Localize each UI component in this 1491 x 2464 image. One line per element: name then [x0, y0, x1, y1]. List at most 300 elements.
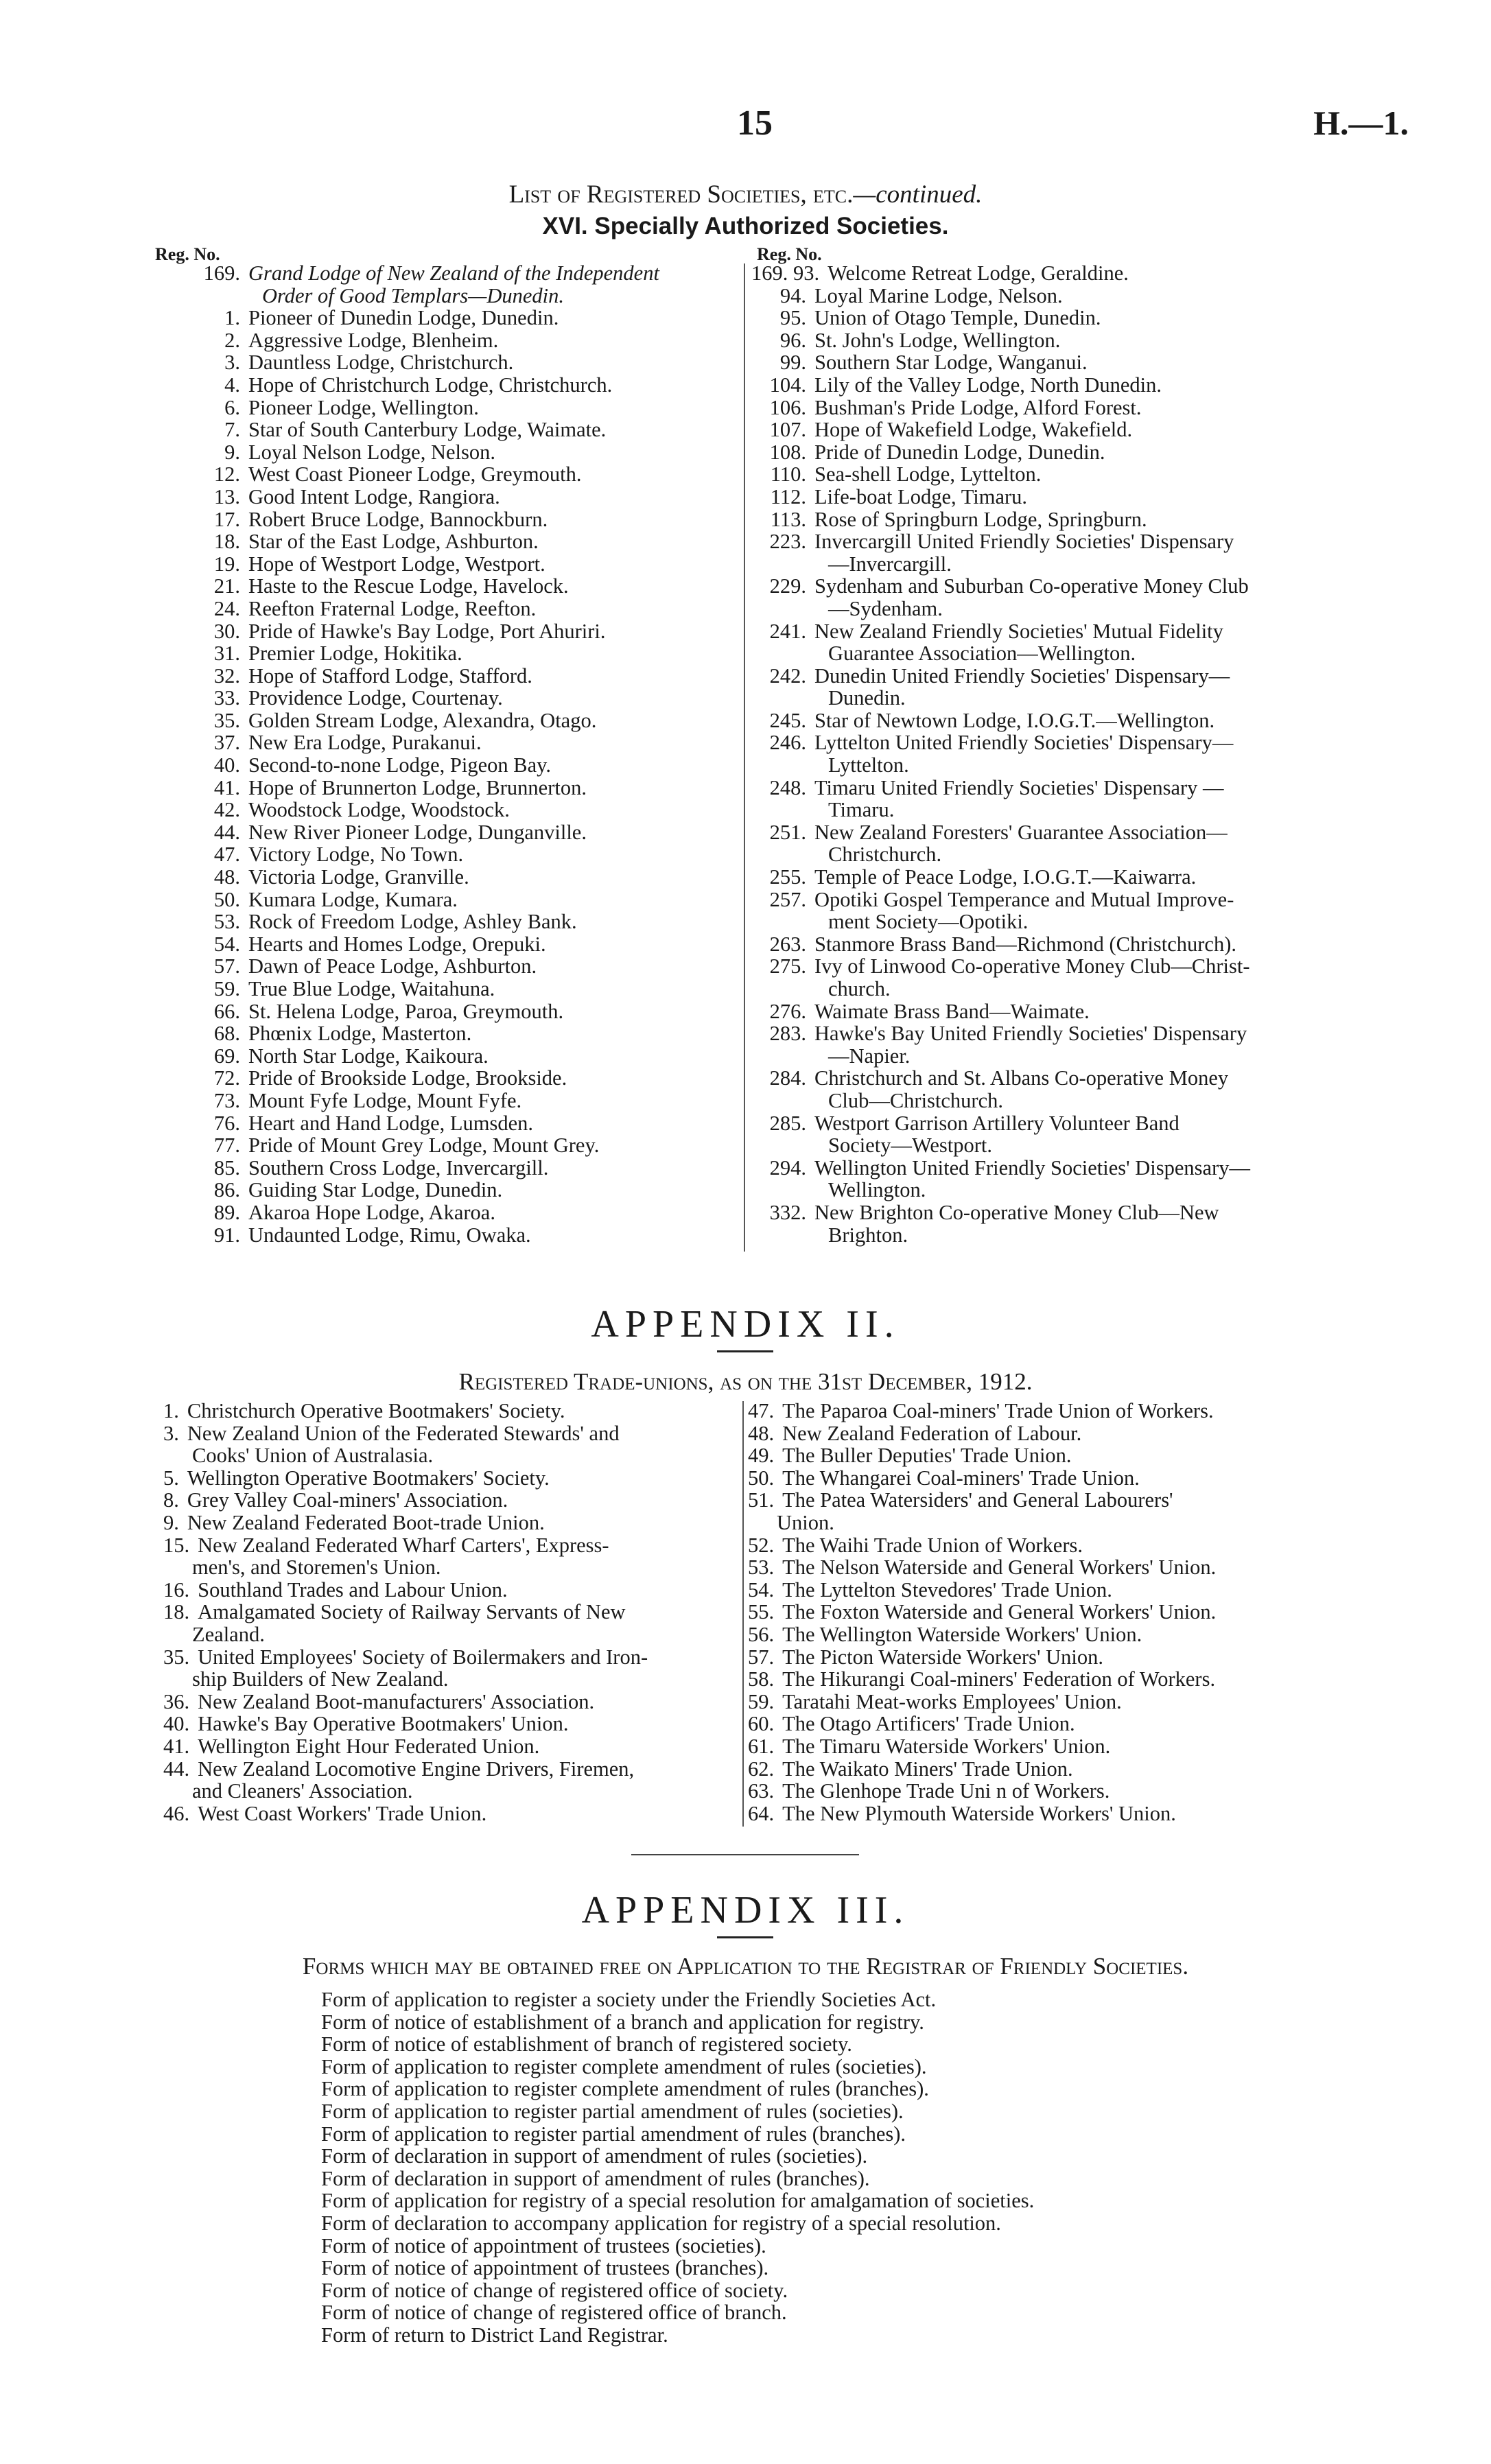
- list-item: [748, 1400, 1338, 1422]
- list-item: [163, 1534, 734, 1557]
- list-item: [751, 285, 1337, 307]
- reg-number: 50.: [213, 887, 240, 911]
- form-item: Form of notice of appointment of trustees (branches).: [321, 2256, 769, 2280]
- reg-number: [751, 687, 806, 709]
- reg-number: [163, 1556, 170, 1579]
- list-item: [751, 1224, 1337, 1247]
- list-item: [751, 397, 1337, 419]
- list-item: [163, 1179, 734, 1201]
- reg-number: 251.: [769, 820, 806, 844]
- entry-text: The Foxton Waterside and General Workers' Union.: [782, 1600, 1217, 1624]
- entry-text: Hope of Westport Lodge, Westport.: [248, 552, 545, 576]
- reg-number: 94.: [779, 283, 806, 307]
- list-item: [748, 1713, 1338, 1735]
- list-item: [748, 1758, 1338, 1781]
- reg-number: 223.: [769, 530, 806, 554]
- entry-text: United Employees' Society of Boilermakers and Iron-: [198, 1645, 648, 1669]
- list-item: [751, 978, 1337, 1000]
- reg-number: 85.: [213, 1155, 240, 1180]
- list-item: [748, 1512, 1338, 1534]
- reg-number: 113.: [770, 507, 806, 531]
- entry-text: Timaru.: [828, 798, 895, 822]
- reg-number: 35.: [163, 1645, 190, 1669]
- reg-number: 2.: [224, 328, 240, 352]
- reg-number: 52.: [748, 1533, 775, 1557]
- list-item: [163, 1668, 734, 1691]
- reg-number: 48.: [213, 865, 240, 889]
- list-item: [751, 889, 1337, 911]
- list-item: [163, 1224, 734, 1247]
- entry-text: New Zealand Union of the Federated Stewards' and: [187, 1421, 620, 1445]
- entry-text: Dauntless Lodge, Christchurch.: [248, 351, 514, 375]
- entry-text: Reefton Fraternal Lodge, Reefton.: [248, 596, 537, 620]
- entry-text: The Hikurangi Coal-miners' Federation of Workers.: [782, 1667, 1216, 1691]
- entry-text: Timaru United Friendly Societies' Dispensary —: [814, 775, 1224, 799]
- form-item: Form of notice of appointment of trustees (societies).: [321, 2233, 766, 2257]
- list-header-title: List of Registered Societies, etc.: [508, 180, 854, 209]
- reg-number: 89.: [213, 1200, 240, 1224]
- entry-text: Kumara Lodge, Kumara.: [248, 887, 458, 911]
- list-item: [163, 1400, 734, 1422]
- list-item: [748, 1556, 1338, 1579]
- entry-text: Union of Otago Temple, Dunedin.: [814, 306, 1101, 330]
- entry-text: Order of Good Templars—Dunedin.: [262, 283, 565, 307]
- appendix-ii-rule: [717, 1350, 773, 1352]
- list-item: [163, 508, 734, 531]
- entry-text: New Zealand Foresters' Guarantee Association—: [814, 820, 1228, 844]
- entry-text: Robert Bruce Lodge, Bannockburn.: [248, 507, 548, 531]
- list-item: [751, 1134, 1337, 1157]
- reg-number: 73.: [213, 1088, 240, 1112]
- reg-number: 1.: [224, 306, 240, 330]
- entry-text: New Zealand Federated Boot-trade Union.: [187, 1510, 545, 1534]
- entry-text: Ivy of Linwood Co-operative Money Club—Christ-: [814, 954, 1250, 978]
- entry-text: The Glenhope Trade Uni n of Workers.: [782, 1779, 1110, 1803]
- list-item: [751, 374, 1337, 397]
- entry-text: The Nelson Waterside and General Workers' Union.: [782, 1556, 1217, 1580]
- list-item: [163, 598, 734, 620]
- list-item: [163, 1691, 734, 1713]
- entry-text: Hawke's Bay Operative Bootmakers' Union.: [198, 1712, 569, 1736]
- reg-number: 9.: [163, 1510, 179, 1534]
- entry-text: North Star Lodge, Kaikoura.: [248, 1044, 489, 1068]
- entry-text: New Era Lodge, Purakanui.: [248, 731, 482, 755]
- list-item: [751, 1157, 1337, 1180]
- list-item: [748, 1489, 1338, 1512]
- entry-text: Pride of Hawke's Bay Lodge, Port Ahuriri.: [248, 619, 606, 643]
- entry-text: Union.: [777, 1510, 834, 1534]
- document-reference: H.—1.: [1313, 104, 1409, 142]
- reg-number: 37.: [213, 731, 240, 755]
- list-item: [751, 463, 1337, 486]
- reg-number: 245.: [769, 708, 806, 732]
- entry-text: Lyttelton.: [828, 753, 909, 777]
- reg-number: [751, 799, 806, 821]
- reg-number: 36.: [163, 1689, 190, 1713]
- entry-text: Premier Lodge, Hokitika.: [248, 642, 462, 666]
- list-item: [163, 1134, 734, 1157]
- reg-number: 51.: [748, 1488, 775, 1512]
- entry-text: Star of the East Lodge, Ashburton.: [248, 530, 539, 554]
- entry-text: Second-to-none Lodge, Pigeon Bay.: [248, 753, 552, 777]
- entry-text: Haste to the Rescue Lodge, Havelock.: [248, 574, 569, 598]
- list-item: [163, 1045, 734, 1068]
- entry-text: West Coast Workers' Trade Union.: [198, 1801, 487, 1825]
- reg-number: 56.: [748, 1622, 775, 1646]
- reg-number: [163, 1780, 170, 1803]
- reg-number: 49.: [748, 1444, 775, 1468]
- entry-text: The Wellington Waterside Workers' Union.: [782, 1622, 1142, 1646]
- list-item: [751, 508, 1337, 531]
- reg-number: 44.: [213, 820, 240, 844]
- entry-text: Dunedin United Friendly Societies' Dispensary—: [814, 664, 1230, 688]
- entry-text: The New Plymouth Waterside Workers' Union.: [782, 1801, 1176, 1825]
- appendix-iii-subtitle: Forms which may be obtained free on Application to the Registrar of Friendly Societies.: [302, 1953, 1189, 1980]
- reg-number: 17.: [213, 507, 240, 531]
- form-item: Form of return to District Land Registrar.: [321, 2323, 668, 2347]
- list-item: [163, 1467, 734, 1490]
- reg-number: 7.: [224, 418, 240, 442]
- list-item: [163, 955, 734, 978]
- form-item: Form of application to register partial amendment of rules (branches).: [321, 2122, 906, 2146]
- list-header-continued: —continued.: [853, 180, 983, 209]
- entry-text: New Zealand Boot-manufacturers' Association.: [198, 1689, 595, 1713]
- form-item: Form of application to register complete amendment of rules (branches).: [321, 2077, 929, 2101]
- entry-text: Mount Fyfe Lodge, Mount Fyfe.: [248, 1088, 522, 1112]
- list-item: [163, 1000, 734, 1023]
- reg-number: [751, 911, 806, 933]
- list-item: [163, 1090, 734, 1112]
- reg-number: 42.: [213, 798, 240, 822]
- entry-text: Woodstock Lodge, Woodstock.: [248, 798, 510, 822]
- entry-text: Taratahi Meat-works Employees' Union.: [782, 1689, 1122, 1713]
- list-item: [163, 463, 734, 486]
- reg-number: 242.: [769, 664, 806, 688]
- reg-number: [751, 1224, 806, 1247]
- list-item: [163, 1601, 734, 1623]
- reg-number: 57.: [213, 954, 240, 978]
- entry-text: Welcome Retreat Lodge, Geraldine.: [827, 261, 1129, 285]
- list-item: [163, 553, 734, 576]
- entry-text: Life-boat Lodge, Timaru.: [814, 484, 1028, 508]
- entry-text: Wellington Operative Bootmakers' Society.: [187, 1466, 550, 1490]
- reg-number: 41.: [213, 775, 240, 799]
- list-item: [751, 933, 1337, 956]
- entry-text: New River Pioneer Lodge, Dunganville.: [248, 820, 587, 844]
- entry-text: Guarantee Association—Wellington.: [828, 642, 1136, 666]
- reg-number: 76.: [213, 1111, 240, 1135]
- reg-number: 241.: [769, 619, 806, 643]
- reg-number: 61.: [748, 1734, 775, 1758]
- appendix-ii-subtitle: Registered Trade-unions, as on the 31st December, 1912.: [458, 1368, 1033, 1395]
- reg-number: 55.: [748, 1600, 775, 1624]
- reg-number: [751, 598, 806, 620]
- reg-number: [751, 843, 806, 866]
- entry-text: The Patea Watersiders' and General Labourers': [782, 1488, 1173, 1512]
- entry-text: Heart and Hand Lodge, Lumsden.: [248, 1111, 534, 1135]
- reg-number: 8.: [163, 1488, 179, 1512]
- entry-text: The Whangarei Coal-miners' Trade Union.: [782, 1466, 1140, 1490]
- list-item: [163, 1067, 734, 1090]
- list-item: [163, 1579, 734, 1601]
- list-item: [163, 843, 734, 866]
- entry-text: New Zealand Locomotive Engine Drivers, Firemen,: [198, 1757, 635, 1781]
- reg-number: 24.: [213, 596, 240, 620]
- reg-number: [751, 754, 806, 777]
- reg-no-label-right: Reg. No.: [757, 244, 822, 264]
- entry-text: Grey Valley Coal-miners' Association.: [187, 1488, 508, 1512]
- list-item: [163, 889, 734, 911]
- column-divider: [742, 1401, 744, 1827]
- page-number: 15: [737, 104, 773, 143]
- reg-number: 6.: [224, 395, 240, 419]
- entry-text: The Paparoa Coal-miners' Trade Union of Workers.: [782, 1399, 1214, 1422]
- list-item: [751, 1000, 1337, 1023]
- reg-number: 110.: [770, 462, 806, 486]
- list-item: [751, 1067, 1337, 1090]
- reg-number: 47.: [748, 1399, 775, 1422]
- list-item: [748, 1735, 1338, 1758]
- reg-number: 112.: [770, 484, 806, 508]
- list-item: [751, 620, 1337, 643]
- reg-number: [163, 1623, 170, 1646]
- list-item: [748, 1467, 1338, 1490]
- list-item: [751, 1201, 1337, 1224]
- entry-text: Zealand.: [192, 1622, 265, 1646]
- entry-text: and Cleaners' Association.: [192, 1779, 413, 1803]
- entry-text: Pioneer Lodge, Wellington.: [248, 395, 479, 419]
- entry-text: St. John's Lodge, Wellington.: [814, 328, 1061, 352]
- list-item: [751, 598, 1337, 620]
- reg-number: [751, 1134, 806, 1157]
- list-item: [163, 1623, 734, 1646]
- reg-number: 12.: [213, 462, 240, 486]
- list-item: [163, 687, 734, 709]
- list-item: [163, 866, 734, 889]
- list-item: [163, 754, 734, 777]
- entry-text: Bushman's Pride Lodge, Alford Forest.: [814, 395, 1142, 419]
- reg-number: 91.: [213, 1223, 240, 1247]
- reg-number: 294.: [769, 1155, 806, 1180]
- list-item: [163, 1646, 734, 1669]
- list-item: [748, 1444, 1338, 1467]
- list-item: [163, 397, 734, 419]
- entry-text: Wellington United Friendly Societies' Dispensary—: [814, 1155, 1250, 1180]
- reg-number: 106.: [769, 395, 806, 419]
- list-item: [748, 1691, 1338, 1713]
- entry-text: The Waihi Trade Union of Workers.: [782, 1533, 1083, 1557]
- entry-text: Guiding Star Lodge, Dunedin.: [248, 1178, 503, 1202]
- reg-number: 248.: [769, 775, 806, 799]
- reg-number: 257.: [769, 887, 806, 911]
- list-item: [163, 262, 734, 285]
- reg-number: 40.: [213, 753, 240, 777]
- list-item: [163, 1512, 734, 1534]
- reg-number: 53.: [748, 1556, 775, 1580]
- reg-number: 62.: [748, 1757, 775, 1781]
- list-item: [751, 642, 1337, 665]
- entry-text: The Timaru Waterside Workers' Union.: [782, 1734, 1111, 1758]
- entry-text: Dawn of Peace Lodge, Ashburton.: [248, 954, 537, 978]
- list-item: [163, 731, 734, 754]
- entry-text: The Otago Artificers' Trade Union.: [782, 1712, 1075, 1736]
- column-divider: [744, 263, 745, 1252]
- reg-number: 107.: [769, 418, 806, 442]
- entry-text: Southland Trades and Labour Union.: [198, 1577, 508, 1601]
- reg-number: 69.: [213, 1044, 240, 1068]
- list-item: [163, 1112, 734, 1135]
- list-item: [751, 307, 1337, 329]
- reg-number: 4.: [224, 373, 240, 397]
- reg-number: 41.: [163, 1734, 190, 1758]
- entry-text: New Zealand Federation of Labour.: [782, 1421, 1082, 1445]
- entry-text: Hope of Stafford Lodge, Stafford.: [248, 664, 532, 688]
- entry-text: Phœnix Lodge, Masterton.: [248, 1022, 472, 1046]
- appendix-iii-title: APPENDIX III.: [581, 1889, 910, 1932]
- reg-number: 47.: [213, 843, 240, 867]
- entry-text: Hope of Wakefield Lodge, Wakefield.: [814, 418, 1133, 442]
- reg-number: 54.: [748, 1577, 775, 1601]
- reg-number: 1.: [163, 1399, 179, 1422]
- reg-number: 59.: [213, 977, 240, 1000]
- entry-text: West Coast Pioneer Lodge, Greymouth.: [248, 462, 582, 486]
- list-item: [163, 799, 734, 821]
- form-item: Form of notice of change of registered office of branch.: [321, 2301, 787, 2325]
- entry-text: Hope of Brunnerton Lodge, Brunnerton.: [248, 775, 587, 799]
- entry-text: The Waikato Miners' Trade Union.: [782, 1757, 1073, 1781]
- reg-number: 48.: [748, 1421, 775, 1445]
- list-item: [163, 978, 734, 1000]
- entry-text: Pride of Dunedin Lodge, Dunedin.: [814, 440, 1105, 464]
- entry-text: New Brighton Co-operative Money Club—New: [814, 1200, 1219, 1224]
- list-item: [751, 754, 1337, 777]
- reg-number: [748, 1512, 755, 1534]
- reg-number: 16.: [163, 1577, 190, 1601]
- reg-number: 18.: [213, 530, 240, 554]
- list-item: [751, 955, 1337, 978]
- reg-number: 169.: [203, 261, 240, 285]
- entry-text: Pride of Brookside Lodge, Brookside.: [248, 1066, 567, 1090]
- reg-number: 40.: [163, 1712, 190, 1736]
- reg-number: 276.: [769, 999, 806, 1023]
- entry-text: Victory Lodge, No Town.: [248, 843, 464, 867]
- entry-text: Golden Stream Lodge, Alexandra, Otago.: [248, 708, 597, 732]
- list-item: [163, 777, 734, 799]
- list-item: [751, 1022, 1337, 1045]
- section-title: XVI. Specially Authorized Societies.: [542, 213, 949, 239]
- reg-number: 284.: [769, 1066, 806, 1090]
- reg-number: 33.: [213, 686, 240, 710]
- list-item: [163, 374, 734, 397]
- entry-text: Dunedin.: [828, 686, 906, 710]
- entry-text: St. Helena Lodge, Paroa, Greymouth.: [248, 999, 564, 1023]
- entry-text: —Sydenham.: [828, 596, 943, 620]
- entry-text: Stanmore Brass Band—Richmond (Christchurch).: [814, 932, 1236, 956]
- entry-text: men's, and Storemen's Union.: [192, 1556, 441, 1580]
- form-item: Form of notice of establishment of branch of registered society.: [321, 2032, 852, 2056]
- list-item: [748, 1803, 1338, 1825]
- entry-text: Hawke's Bay United Friendly Societies' Dispensary: [814, 1022, 1247, 1046]
- list-item: [163, 709, 734, 732]
- entry-text: Waimate Brass Band—Waimate.: [814, 999, 1090, 1023]
- form-item: Form of declaration to accompany application for registry of a special resolution.: [321, 2211, 1001, 2235]
- list-item: [163, 665, 734, 688]
- appendix-iii-rule: [717, 1936, 773, 1938]
- list-item: [751, 866, 1337, 889]
- reg-number: 50.: [748, 1466, 775, 1490]
- list-item: [751, 1045, 1337, 1068]
- entry-text: church.: [828, 977, 891, 1000]
- entry-text: Sydenham and Suburban Co-operative Money Club: [814, 574, 1249, 598]
- appendix-ii-title: APPENDIX II.: [591, 1303, 900, 1346]
- form-item: Form of notice of establishment of a branch and application for registry.: [321, 2010, 924, 2034]
- reg-number: 13.: [213, 484, 240, 508]
- reg-number: 9.: [224, 440, 240, 464]
- reg-number: 15.: [163, 1533, 190, 1557]
- reg-number: 32.: [213, 664, 240, 688]
- entry-text: The Lyttelton Stevedores' Trade Union.: [782, 1577, 1112, 1601]
- reg-number: [163, 1668, 170, 1691]
- entry-text: Undaunted Lodge, Rimu, Owaka.: [248, 1223, 531, 1247]
- list-item: [163, 1444, 734, 1467]
- list-item: [163, 821, 734, 844]
- separator-rule: [631, 1854, 859, 1855]
- list-item: [748, 1780, 1338, 1803]
- list-header: [0, 180, 1491, 209]
- entry-text: Good Intent Lodge, Rangiora.: [248, 484, 500, 508]
- list-item: [751, 419, 1337, 441]
- reg-number: 263.: [769, 932, 806, 956]
- entry-text: Loyal Marine Lodge, Nelson.: [814, 283, 1063, 307]
- entry-text: Cooks' Union of Australasia.: [192, 1444, 434, 1468]
- list-item: [748, 1623, 1338, 1646]
- reg-number: 57.: [748, 1645, 775, 1669]
- reg-number: [163, 285, 240, 307]
- entry-text: New Zealand Friendly Societies' Mutual Fidelity: [814, 619, 1223, 643]
- entry-text: Lyttelton United Friendly Societies' Dispensary—: [814, 731, 1234, 755]
- list-item: [751, 486, 1337, 508]
- list-item: [748, 1422, 1338, 1445]
- reg-number: 77.: [213, 1134, 240, 1158]
- entry-text: Lily of the Valley Lodge, North Dunedin.: [814, 373, 1162, 397]
- form-item: Form of application to register complete amendment of rules (societies).: [321, 2054, 927, 2078]
- list-item: [163, 642, 734, 665]
- form-item: Form of application to register partial amendment of rules (societies).: [321, 2099, 904, 2123]
- reg-number: 46.: [163, 1801, 190, 1825]
- entry-text: The Picton Waterside Workers' Union.: [782, 1645, 1104, 1669]
- form-item: Form of notice of change of registered office of society.: [321, 2278, 788, 2302]
- entry-text: Loyal Nelson Lodge, Nelson.: [248, 440, 495, 464]
- entry-text: Amalgamated Society of Railway Servants of New: [198, 1600, 626, 1624]
- reg-number: 285.: [769, 1111, 806, 1135]
- list-item: [163, 1201, 734, 1224]
- list-item: [751, 799, 1337, 821]
- list-item: [751, 821, 1337, 844]
- list-item: [748, 1534, 1338, 1557]
- reg-number: 3.: [163, 1421, 179, 1445]
- list-item: [163, 1735, 734, 1758]
- entry-text: Invercargill United Friendly Societies' Dispensary: [814, 530, 1234, 554]
- reg-number: 21.: [213, 574, 240, 598]
- reg-number: 229.: [769, 574, 806, 598]
- list-item: [163, 1422, 734, 1445]
- reg-number: 66.: [213, 999, 240, 1023]
- reg-number: 54.: [213, 932, 240, 956]
- list-item: [751, 911, 1337, 933]
- list-item: [751, 709, 1337, 732]
- entry-text: Brighton.: [828, 1223, 908, 1247]
- list-item: [751, 1090, 1337, 1112]
